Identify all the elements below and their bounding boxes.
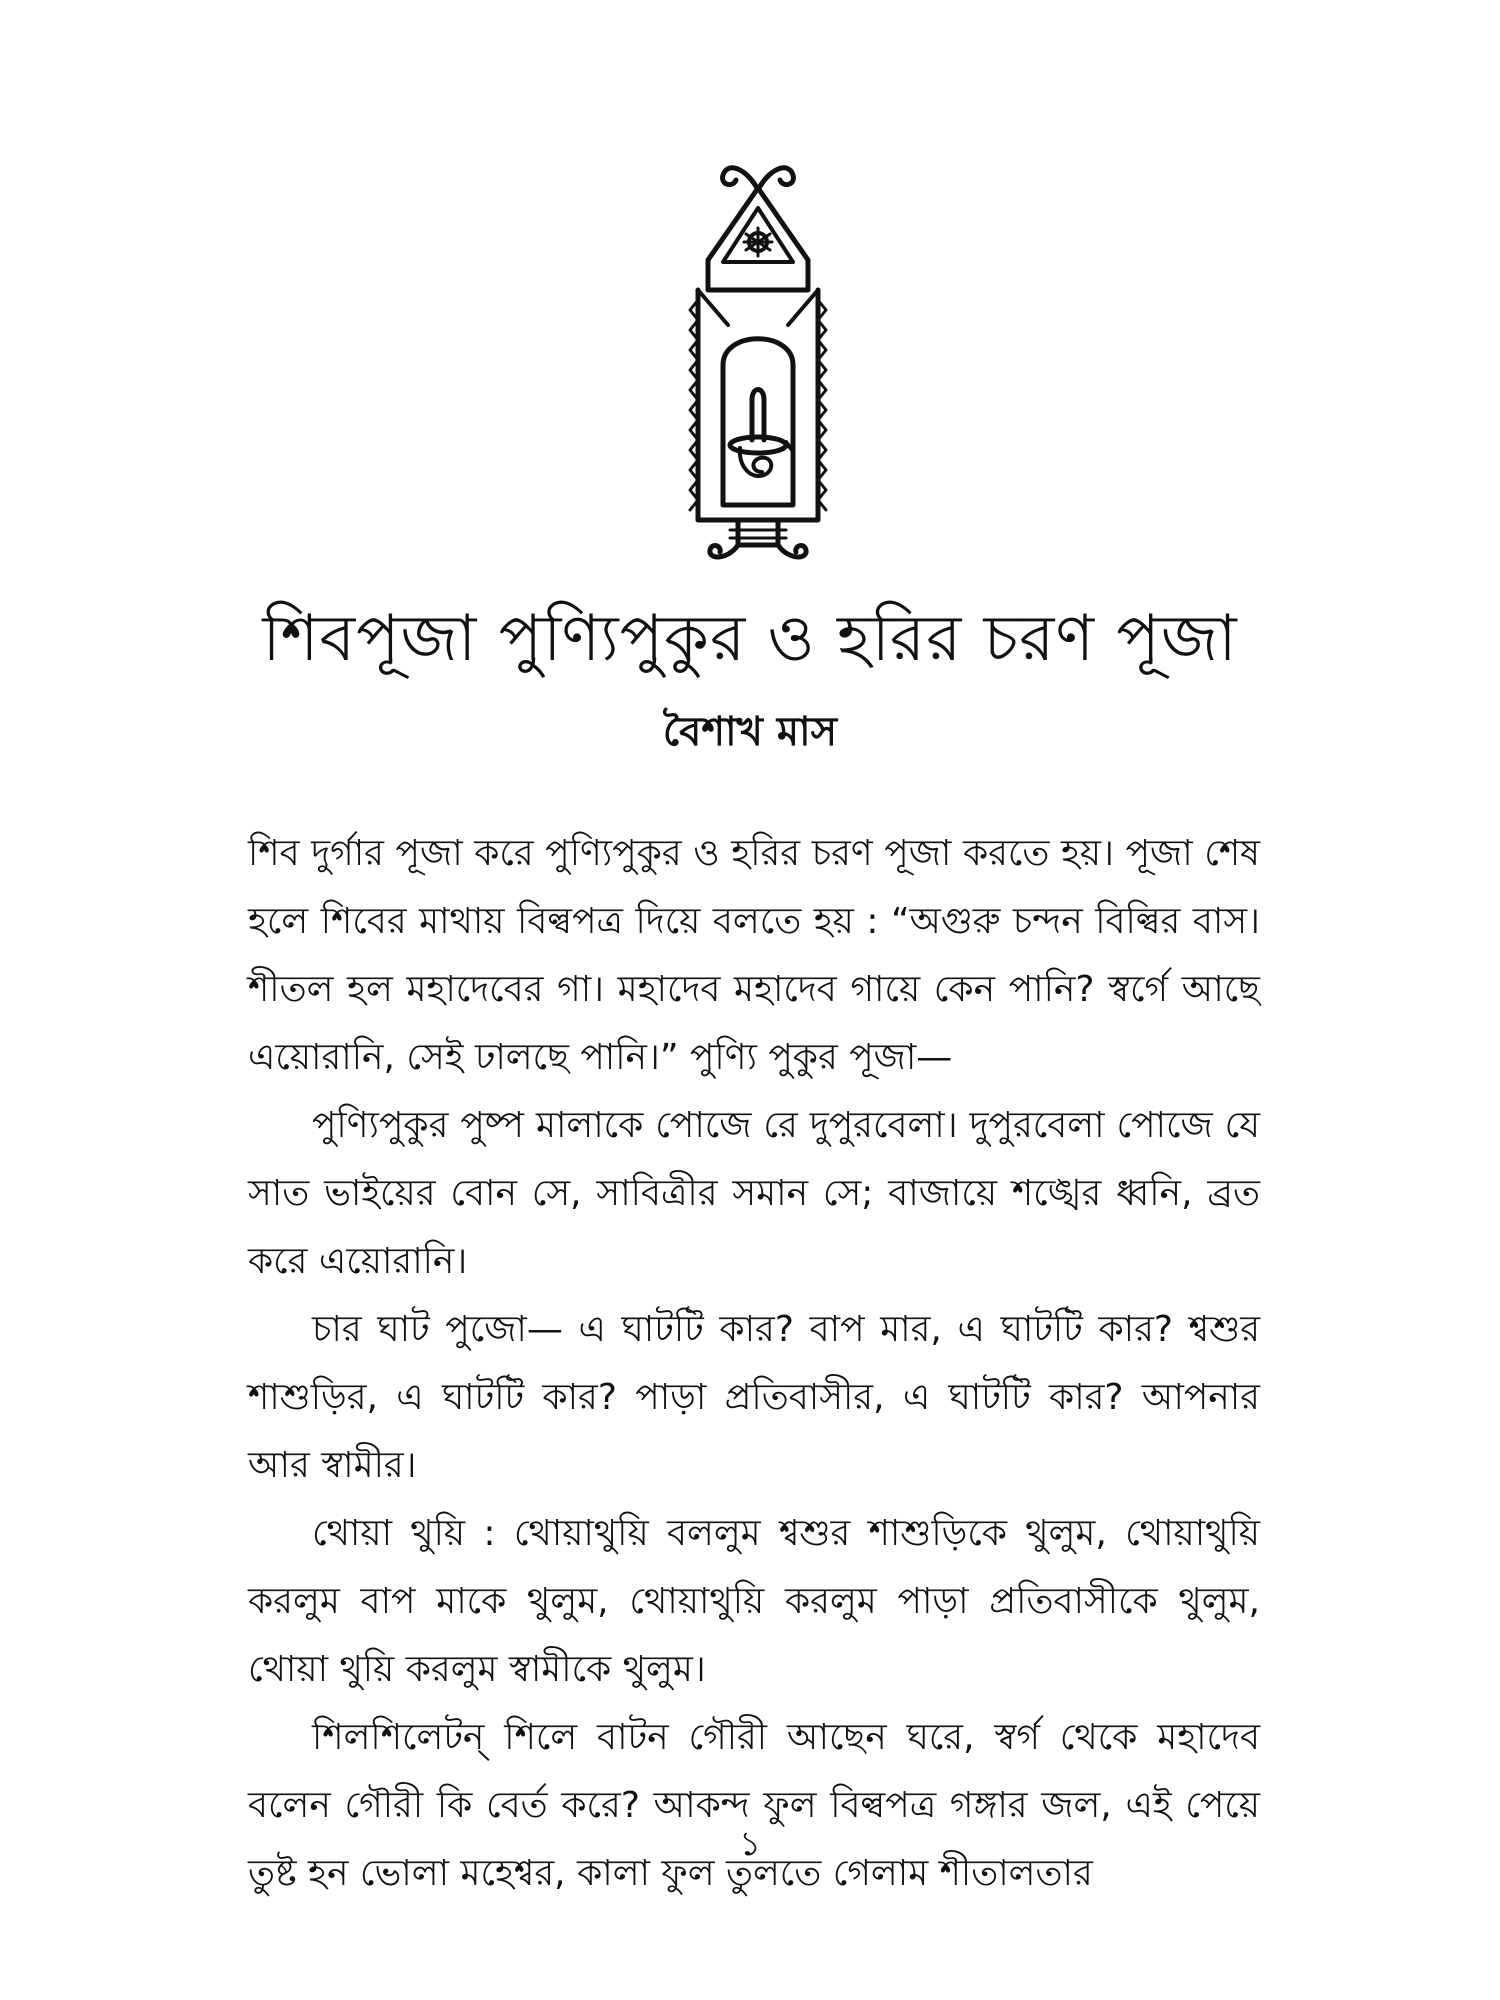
- page-title: শিবপূজা পুণ্যিপুকুর ও হরির চরণ পূজা: [262, 602, 1238, 676]
- body-text: [248, 820, 1260, 1908]
- paragraph: চার ঘাট পুজো— এ ঘাটটি কার? বাপ মার, এ ঘাটটি কার? শ্বশুর শাশুড়ির, এ ঘাটটি কার? পাড়া প্রতিবাসীর, এ ঘাটটি কার? আপনার আর স্বামীর।: [248, 1309, 1260, 1486]
- page-number: ১: [738, 1824, 762, 1864]
- paragraph: পুণ্যিপুকুর পুষ্প মালাকে পোজে রে দুপুরবেলা। দুপুরবেলা পোজে যে সাত ভাইয়ের বোন সে, সাবিত্রীর সমান সে; বাজায়ে শঙ্খের ধ্বনি, ব্রত করে এয়োরানি।: [248, 1105, 1260, 1282]
- paragraph: থোয়া থুয়ি : থোয়াথুয়ি বললুম শ্বশুর শাশুড়িকে থুলুম, থোয়াথুয়ি করলুম বাপ মাকে থুলুম, থোয়াথুয়ি করলুম পাড়া প্রতিবাসীকে থুলুম, থোয়া থুয়ি করলুম স্বামীকে থুলুম।: [248, 1513, 1260, 1690]
- paragraph: শিব দুর্গার পূজা করে পুণ্যিপুকুর ও হরির চরণ পূজা করতে হয়। পূজা শেষ হলে শিবের মাথায় বিল্বপত্র দিয়ে বলতে হয় : “অগুরু চন্দন বিল্বির বাস। শীতল হল মহাদেবের গা। মহাদেব মহাদেব গায়ে কেন পানি? স্বর্গে আছে এয়োরানি, সেই ঢালছে পানি।” পুণ্যি পুকুর পূজা—: [248, 833, 1260, 1078]
- shiva-linga-shrine-icon: [668, 150, 848, 580]
- paragraph: শিলশিলেটন্ শিলে বাটন গৌরী আছেন ঘরে, স্বর্গ থেকে মহাদেব বলেন গৌরী কি বের্ত করে? আকন্দ ফুল বিল্বপত্র গঙ্গার জল, এই পেয়ে তুষ্ট হন ভোলা মহেশ্বর, কালা ফুল তুলতে গেলাম শীতালতার: [248, 1717, 1260, 1894]
- page-subtitle: বৈশাখ মাস: [662, 709, 838, 755]
